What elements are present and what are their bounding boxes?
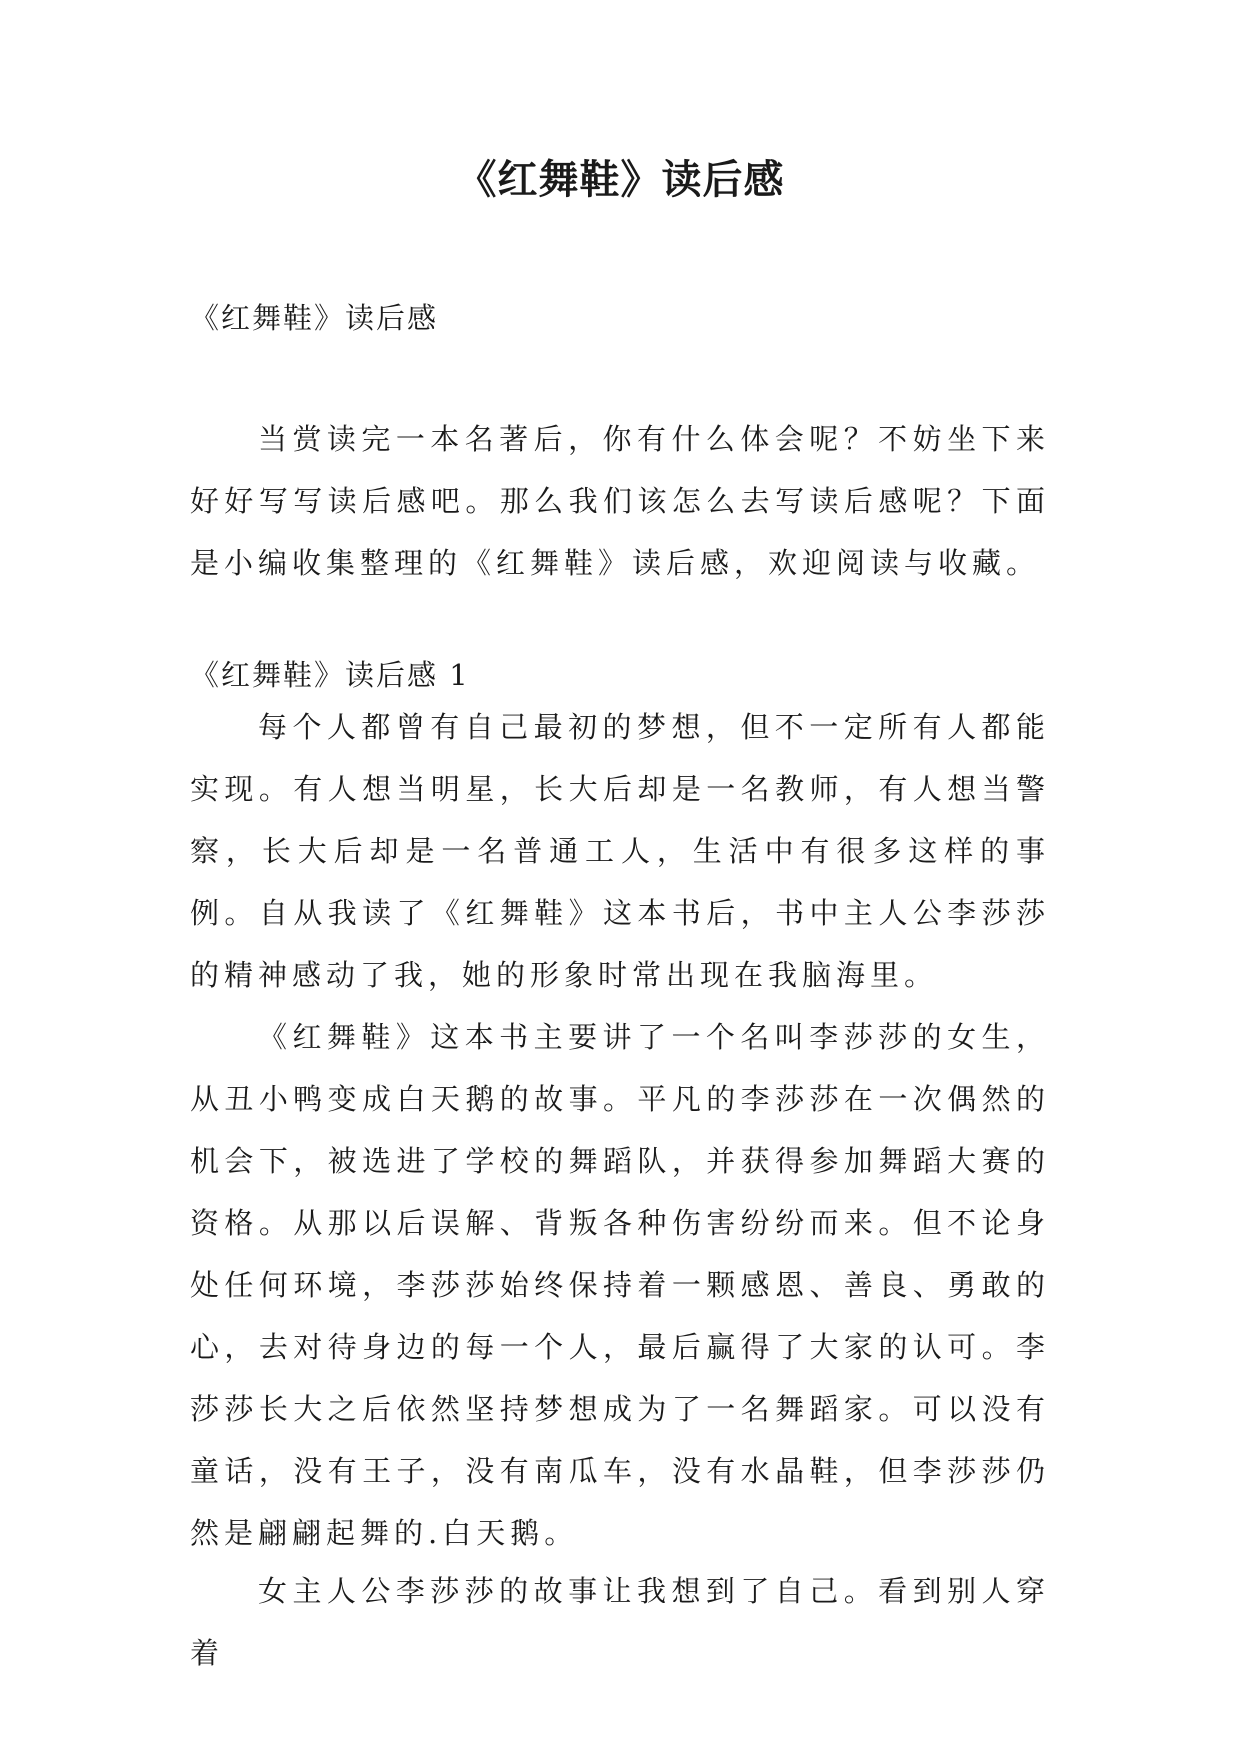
document-subtitle: 《红舞鞋》读后感 (190, 301, 439, 335)
body-paragraph-1: 每个人都曾有自己最初的梦想，但不一定所有人都能实现。有人想当明星，长大后却是一名教师，有人想当警察，长大后却是一名普通工人，生活中有很多这样的事例。自从我读了《红舞鞋》这本书后，书中主人公李莎莎的精神感动了我，她的形象时常出现在我脑海里。 (190, 710, 1050, 992)
intro-paragraph: 当赏读完一本名著后，你有什么体会呢？不妨坐下来好好写写读后感吧。那么我们该怎么去写读后感呢？下面是小编收集整理的《红舞鞋》读后感，欢迎阅读与收藏。 (190, 422, 1050, 580)
document-title: 《红舞鞋》读后感 (456, 157, 785, 203)
section-heading: 《红舞鞋》读后感 1 (190, 658, 470, 692)
body-paragraph-2: 《红舞鞋》这本书主要讲了一个名叫李莎莎的女生，从丑小鸭变成白天鹅的故事。平凡的李莎莎在一次偶然的机会下，被选进了学校的舞蹈队，并获得参加舞蹈大赛的资格。从那以后误解、背叛各种伤害纷纷而来。但不论身处任何环境，李莎莎始终保持着一颗感恩、善良、勇敢的心，去对待身边的每一个人，最后赢得了大家的认可。李莎莎长大之后依然坚持梦想成为了一名舞蹈家。可以没有童话，没有王子，没有南瓜车，没有水晶鞋，但李莎莎仍然是翩翩起舞的.白天鹅。 (190, 1020, 1050, 1550)
body-paragraph-3: 女主人公李莎莎的故事让我想到了自己。看到别人穿着 (190, 1574, 1050, 1670)
